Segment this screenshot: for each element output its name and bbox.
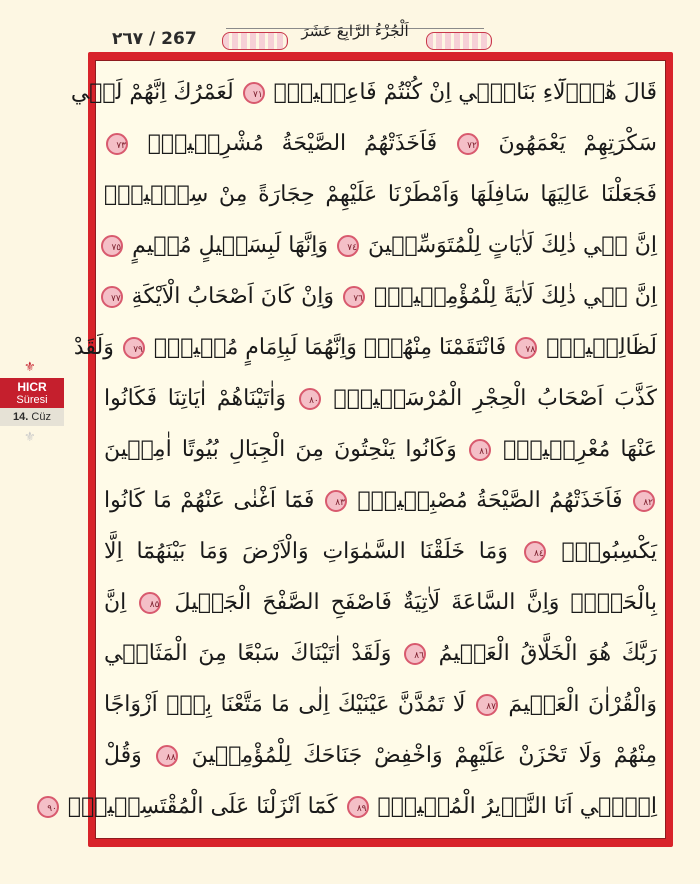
juz-title: اَلْجُزْءُ الرَّابِعَ عَشَرَ (301, 22, 409, 40)
ayah-marker-icon: ٧٦ (343, 286, 365, 308)
ayah-marker-icon: ٧٩ (123, 337, 145, 359)
ayah-marker-icon: ٧٤ (337, 235, 359, 257)
sura-label: Süresi (16, 394, 48, 406)
ayah-marker-icon: ٧٣ (106, 133, 128, 155)
fleur-icon: ⚜ (24, 360, 36, 375)
text-line: عَنْهَا مُعْرِضٖينَۙ ٨١ وَكَانُوا يَنْحِتُونَ مِنَ الْجِبَالِ بُيُوتًا اٰمِنٖينَ (104, 437, 657, 462)
ayah-marker-icon: ٨٦ (404, 643, 426, 665)
ayah-marker-icon: ٨٢ (633, 490, 655, 512)
juz-label: Cüz (31, 411, 51, 423)
text-line: وَالْقُرْاٰنَ الْعَظٖيمَ ٨٧ لَا تَمُدَّنَّ عَيْنَيْكَ اِلٰى مَا مَتَّعْنَا بِهٖٓ اَزْوَاجًا (104, 692, 657, 717)
ayah-marker-icon: ٨٧ (476, 694, 498, 716)
page-header (0, 0, 700, 60)
sura-label-box (0, 378, 64, 408)
text-line: مِنْهُمْ وَلَا تَحْزَنْ عَلَيْهِمْ وَاخْفِضْ جَنَاحَكَ لِلْمُؤْمِنٖينَ ٨٨ وَقُلْ (104, 743, 657, 768)
text-line: اِنّٖٓي اَنَا النَّذٖيرُ الْمُبٖينُۚ ٨٩ كَمَٓا اَنْزَلْنَا عَلَى الْمُقْتَسِمٖينَۙ ٩٠ (104, 781, 657, 832)
ayah-marker-icon: ٨٠ (299, 388, 321, 410)
page-number: ٢٦٧ / 267 (112, 29, 197, 49)
juz-label-box (0, 408, 64, 426)
ayah-marker-icon: ٨٨ (156, 745, 178, 767)
text-line: يَكْسِبُونَۜ ٨٤ وَمَا خَلَقْنَا السَّمٰوَاتِ وَالْاَرْضَ وَمَا بَيْنَهُمَٓا اِلَّا (104, 539, 658, 564)
ayah-marker-icon: ٧٨ (515, 337, 537, 359)
header-ornament-left (222, 32, 288, 50)
juz-number: 14. (13, 411, 29, 423)
ayah-marker-icon: ٧٥ (101, 235, 123, 257)
sura-side-tab (0, 360, 64, 445)
text-line: بِالْحَقِّۜ وَاِنَّ السَّاعَةَ لَاٰتِيَةٌ فَاصْفَحِ الصَّفْحَ الْجَمٖيلَ ٨٥ اِنَّ (104, 590, 657, 615)
text-line: كَذَّبَ اَصْحَابُ الْحِجْرِ الْمُرْسَلٖينَۙ ٨٠ وَاٰتَيْنَاهُمْ اٰيَاتِنَا فَكَانُوا (104, 386, 658, 411)
text-line: ٨٢ فَاَخَذَتْهُمُ الصَّيْحَةُ مُصْبِحٖينَۙ ٨٣ فَمَٓا اَغْنٰى عَنْهُمْ مَا كَانُوا (104, 488, 654, 513)
text-line: قَالَ هٰٓؤُ۬لَٓاءِ بَنَاتٖٓي اِنْ كُنْتُمْ فَاعِلٖينَۜ ٧١ لَعَمْرُكَ اِنَّهُمْ لَفٖي (70, 80, 657, 105)
text-line: رَبَّكَ هُوَ الْخَلَّاقُ الْعَلٖيمُ ٨٦ وَلَقَدْ اٰتَيْنَاكَ سَبْعًا مِنَ الْمَثَانٖي (104, 641, 658, 666)
text-line: لَظَالِمٖينَۙ ٧٨ فَانْتَقَمْنَا مِنْهُمْۘ وَاِنَّهُمَا لَبِاِمَامٍ مُبٖينٍۜ ٧٩ وَلَقَدْ (73, 335, 657, 360)
ayah-marker-icon: ٨١ (469, 439, 491, 461)
ayah-marker-icon: ٨٥ (139, 592, 161, 614)
ayah-marker-icon: ٩٠ (37, 796, 59, 818)
ayah-marker-icon: ٨٩ (347, 796, 369, 818)
text-line: اِنَّ فٖي ذٰلِكَ لَاٰيَةً لِلْمُؤْمِنٖينَۜ ٧٦ وَاِنْ كَانَ اَصْحَابُ الْاَيْكَةِ ٧٧ (104, 271, 657, 322)
text-line: اِنَّ فٖي ذٰلِكَ لَاٰيَاتٍ لِلْمُتَوَسِّمٖينَ ٧٤ وَاِنَّهَا لَبِسَبٖيلٍ مُقٖيمٍ ٧٥ (104, 220, 657, 271)
sura-name: HICR (17, 380, 47, 394)
ayah-marker-icon: ٧٧ (101, 286, 123, 308)
text-line: فَجَعَلْنَا عَالِيَهَا سَافِلَهَا وَاَمْطَرْنَا عَلَيْهِمْ حِجَارَةً مِنْ سِجّٖيلٍۜ (104, 182, 657, 207)
fleur-icon: ⚜ (24, 430, 36, 445)
ayah-marker-icon: ٧٢ (457, 133, 479, 155)
text-line: سَكْرَتِهِمْ يَعْمَهُونَ ٧٢ فَاَخَذَتْهُمُ الصَّيْحَةُ مُشْرِقٖينَۙ ٧٣ (104, 118, 657, 169)
ayah-marker-icon: ٨٤ (524, 541, 546, 563)
header-ornament-right (426, 32, 492, 50)
ayah-marker-icon: ٨٣ (325, 490, 347, 512)
ayah-marker-icon: ٧١ (243, 82, 265, 104)
quran-text (47, 67, 658, 833)
